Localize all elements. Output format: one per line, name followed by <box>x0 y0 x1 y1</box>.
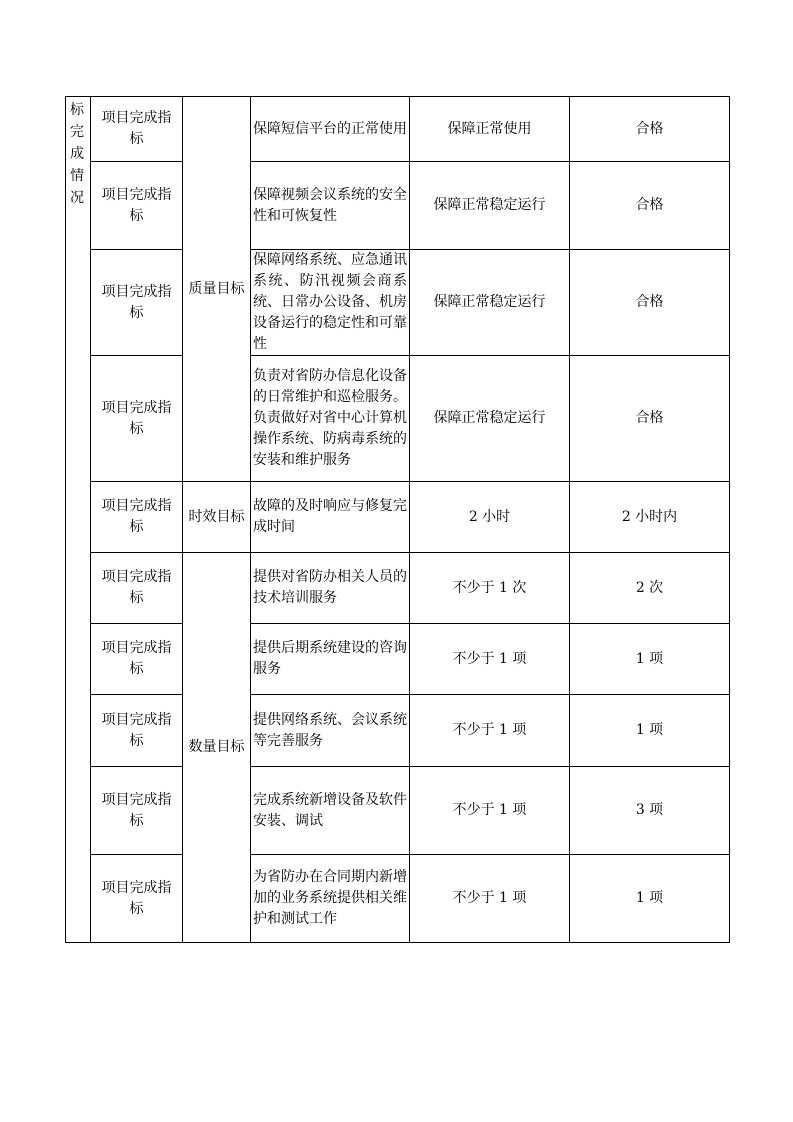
item-cell: 项目完成指标 <box>91 767 183 855</box>
category-timeliness: 时效目标 <box>183 482 251 553</box>
table-row <box>66 97 730 162</box>
description-cell: 保障网络系统、应急通讯系统、防汛视频会商系统、日常办公设备、机房设备运行的稳定性和可靠性 <box>251 250 410 356</box>
actual-cell: 2 次 <box>570 553 730 624</box>
actual-cell: 2 小时内 <box>570 482 730 553</box>
actual-cell: 1 项 <box>570 624 730 695</box>
category-quality: 质量目标 <box>183 97 251 482</box>
actual-cell: 1 项 <box>570 855 730 943</box>
item-cell: 项目完成指标 <box>91 250 183 356</box>
target-cell: 保障正常稳定运行 <box>410 356 570 482</box>
actual-cell: 合格 <box>570 356 730 482</box>
target-cell: 保障正常使用 <box>410 97 570 162</box>
target-cell: 不少于 1 项 <box>410 855 570 943</box>
category-quantity: 数量目标 <box>183 553 251 943</box>
target-cell: 2 小时 <box>410 482 570 553</box>
description-cell: 提供对省防办相关人员的技术培训服务 <box>251 553 410 624</box>
table-row <box>66 767 730 855</box>
table-row <box>66 624 730 695</box>
table-row <box>66 250 730 356</box>
target-cell: 保障正常稳定运行 <box>410 250 570 356</box>
target-cell: 不少于 1 项 <box>410 695 570 767</box>
item-cell: 项目完成指标 <box>91 695 183 767</box>
table-row <box>66 855 730 943</box>
target-cell: 不少于 1 次 <box>410 553 570 624</box>
actual-cell: 合格 <box>570 250 730 356</box>
side-label-cell <box>66 97 91 943</box>
item-cell: 项目完成指标 <box>91 553 183 624</box>
description-cell: 负责对省防办信息化设备的日常维护和巡检服务。负责做好对省中心计算机操作系统、防病毒系统的安装和维护服务 <box>251 356 410 482</box>
actual-cell: 1 项 <box>570 695 730 767</box>
side-label: 标完成情况 <box>70 102 84 206</box>
target-cell: 保障正常稳定运行 <box>410 162 570 250</box>
item-cell: 项目完成指标 <box>91 482 183 553</box>
item-cell: 项目完成指标 <box>91 855 183 943</box>
description-cell: 保障视频会议系统的安全性和可恢复性 <box>251 162 410 250</box>
target-cell: 不少于 1 项 <box>410 624 570 695</box>
table-row <box>66 695 730 767</box>
description-cell: 提供网络系统、会议系统等完善服务 <box>251 695 410 767</box>
item-cell: 项目完成指标 <box>91 356 183 482</box>
table-row <box>66 482 730 553</box>
item-cell: 项目完成指标 <box>91 162 183 250</box>
target-cell: 不少于 1 项 <box>410 767 570 855</box>
item-cell: 项目完成指标 <box>91 97 183 162</box>
actual-cell: 3 项 <box>570 767 730 855</box>
table-row <box>66 553 730 624</box>
actual-cell: 合格 <box>570 97 730 162</box>
description-cell: 故障的及时响应与修复完成时间 <box>251 482 410 553</box>
description-cell: 保障短信平台的正常使用 <box>251 97 410 162</box>
item-cell: 项目完成指标 <box>91 624 183 695</box>
performance-table <box>65 96 730 943</box>
actual-cell: 合格 <box>570 162 730 250</box>
description-cell: 提供后期系统建设的咨询服务 <box>251 624 410 695</box>
description-cell: 为省防办在合同期内新增加的业务系统提供相关维护和测试工作 <box>251 855 410 943</box>
table-row <box>66 356 730 482</box>
table-row <box>66 162 730 250</box>
description-cell: 完成系统新增设备及软件安装、调试 <box>251 767 410 855</box>
